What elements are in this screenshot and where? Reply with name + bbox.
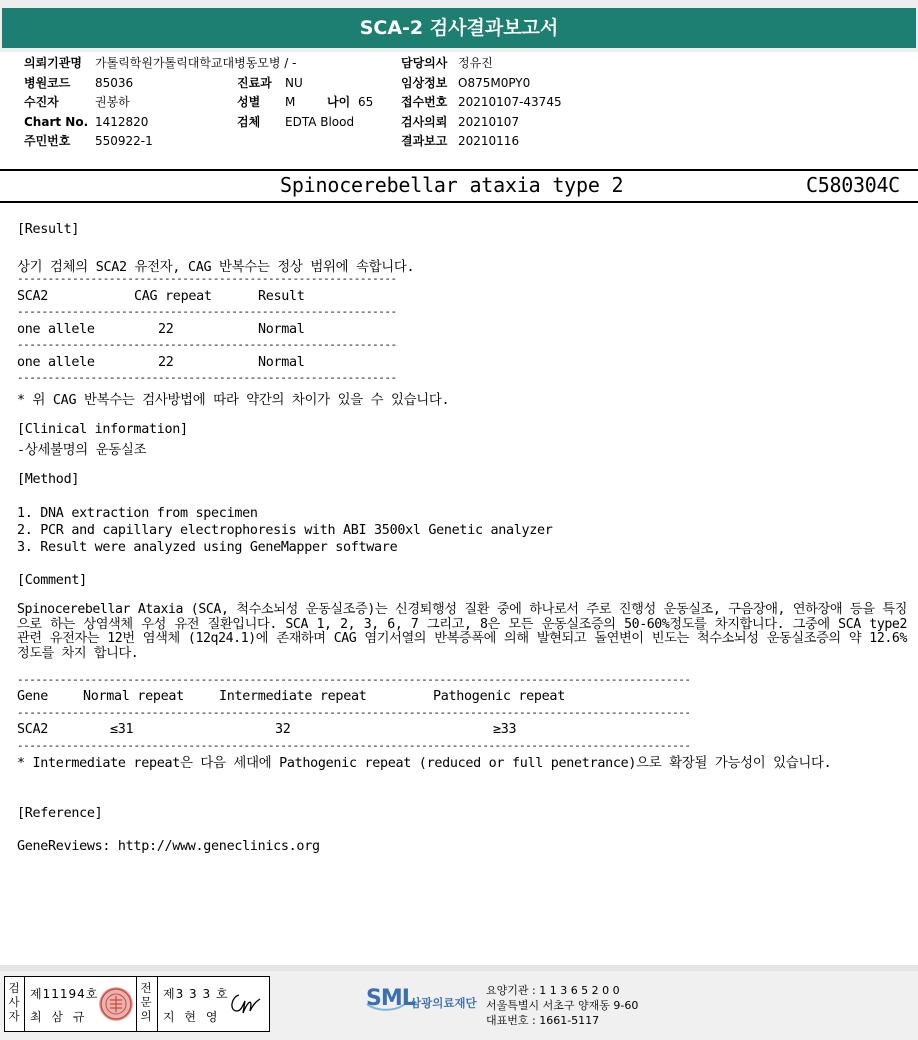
- result-row1-repeat: 22: [158, 322, 174, 337]
- comment-row-intermediate: 32: [275, 722, 291, 737]
- reference-text: GeneReviews: http://www.geneclinics.org: [17, 839, 320, 854]
- result-note: * 위 CAG 반복수는 검사방법에 따라 약간의 차이가 있을 수 있습니다.: [17, 393, 450, 408]
- sig-divider-2: [136, 977, 137, 1031]
- clinical-info-value: O875M0PY0: [458, 75, 531, 90]
- sex-value: M: [285, 95, 296, 109]
- info-mid-labels: [237, 74, 272, 133]
- comment-row-pathogenic: ≥33: [493, 722, 517, 737]
- specialist-label: [139, 981, 153, 1023]
- org-name: 삼광의료재단: [410, 996, 477, 1010]
- sex-label: 성별: [237, 95, 261, 109]
- method-heading: [Method]: [17, 472, 80, 487]
- info-right-values: [458, 54, 562, 152]
- tester-name: 최 삼 규: [30, 1010, 88, 1024]
- comment-row-normal: ≤31: [110, 722, 134, 737]
- age-block: [327, 93, 373, 113]
- doctor-label: 담당의사: [401, 56, 448, 70]
- comment-col-pathogenic: Pathogenic repeat: [433, 689, 565, 704]
- result-rule-1: --------------------------------------------------------------: [17, 272, 397, 285]
- rrn-value: 550922-1: [95, 134, 153, 148]
- specialist-label-text: 전문의: [140, 981, 152, 1023]
- department-value: NU: [285, 75, 303, 90]
- signature-box: [4, 976, 270, 1032]
- comment-col-normal: Normal repeat: [83, 689, 184, 704]
- department-label: 진료과: [237, 75, 272, 90]
- comment-paragraph: Spinocerebellar Ataxia (SCA, 척수소뇌성 운동실조증)는 신경퇴행성 질환 중에 하나로서 주로 진행성 운동실조, 구음장애, 연하장애 등을 특징으로 하는 상염색체 우성 유전 질환입니다. SCA 1, 2, 3, 6, 7 그리고, 8은 모든 운동실조증의 50-60%정도를 차지합니다. 그중에 SCA type2 관련 유전자는 12번 염색체 (12q24.1)에 존재하며 CAG 염기서열의 반복증폭에 의해 발현되고 돌연변이 빈도는 척수소뇌성 운동실조증의 약 12.6%정도를 차지 합니다.: [17, 602, 907, 662]
- request-value: 20210107: [458, 114, 520, 129]
- org-address: 서울특별시 서초구 양재동 9-60: [486, 999, 639, 1012]
- sig-divider-3: [157, 977, 158, 1031]
- org-phone: 대표번호 : 1661-5117: [486, 1014, 600, 1027]
- sml-logo-text: SML: [366, 986, 415, 1011]
- comment-col-intermediate: Intermediate repeat: [219, 689, 367, 704]
- clinical-info-label: 임상정보: [401, 75, 448, 90]
- result-summary: 상기 검체의 SCA2 유전자, CAG 반복수는 정상 범위에 속합니다.: [17, 260, 415, 275]
- hospital-code-label: 병원코드: [24, 75, 71, 90]
- specialist-number: 제3 3 3 호: [163, 987, 229, 1001]
- institution-value: 가톨릭학원가톨릭대학교대병동모병 / -: [95, 56, 297, 70]
- comment-rule-2: --------------------------------------------------------------------------------------------------------------: [17, 706, 691, 719]
- seal-icon: [99, 987, 133, 1021]
- result-col-cag: CAG repeat: [134, 289, 212, 304]
- reference-heading: [Reference]: [17, 806, 103, 821]
- age-value: 65: [358, 95, 374, 109]
- clinical-text: -상세불명의 운동실조: [17, 443, 147, 458]
- result-row1-allele: one allele: [17, 322, 95, 337]
- report-label: 결과보고: [401, 134, 448, 148]
- tester-label: [7, 981, 21, 1023]
- comment-col-gene: Gene: [17, 689, 49, 704]
- tester-label-text: 검사자: [8, 981, 20, 1023]
- org-address-block: [486, 983, 638, 1028]
- footer-top-strip: [0, 965, 918, 971]
- request-label: 검사의뢰: [401, 114, 448, 129]
- report-title: SCA-2 검사결과보고서: [2, 8, 916, 48]
- comment-row-gene: SCA2: [17, 722, 49, 737]
- test-name: Spinocerebellar ataxia type 2: [280, 173, 624, 197]
- tester-number: 제11194호: [30, 987, 99, 1001]
- test-code: C580304C: [806, 173, 900, 197]
- result-col-result: Result: [258, 289, 305, 304]
- specimen-label: 검체: [237, 114, 261, 129]
- doctor-value: 정유진: [458, 56, 493, 70]
- comment-note: * Intermediate repeat은 다음 세대에 Pathogenic repeat (reduced or full penetrance)으로 확장될 가능성이 있습니다.: [17, 756, 832, 771]
- chart-label: Chart No.: [24, 114, 89, 129]
- result-heading: [Result]: [17, 222, 80, 237]
- result-rule-2: --------------------------------------------------------------: [17, 305, 397, 318]
- method-step-2: 2. PCR and capillary electrophoresis with ABI 3500xl Genetic analyzer: [17, 523, 553, 538]
- result-row2-repeat: 22: [158, 355, 174, 370]
- sig-divider-1: [24, 977, 25, 1031]
- institution-label: 의뢰기관명: [24, 56, 82, 70]
- info-left-labels: [24, 54, 88, 152]
- patient-value: 권봉하: [95, 95, 130, 109]
- result-row2-allele: one allele: [17, 355, 95, 370]
- method-step-1: 1. DNA extraction from specimen: [17, 506, 258, 521]
- result-rule-4: --------------------------------------------------------------: [17, 371, 397, 384]
- report-value: 20210116: [458, 134, 520, 148]
- age-label: 나이: [327, 95, 351, 109]
- specimen-value: EDTA Blood: [285, 114, 355, 129]
- signature-icon: [227, 989, 263, 1019]
- rrn-label: 주민번호: [24, 134, 71, 148]
- receipt-label: 접수번호: [401, 95, 448, 109]
- info-right-labels: [401, 54, 447, 152]
- result-rule-3: --------------------------------------------------------------: [17, 338, 397, 351]
- comment-rule-1: --------------------------------------------------------------------------------------------------------------: [17, 673, 691, 686]
- result-row2-result: Normal: [258, 355, 305, 370]
- hospital-code-value: 85036: [95, 75, 134, 90]
- clinical-heading: [Clinical information]: [17, 422, 188, 437]
- result-row1-result: Normal: [258, 322, 305, 337]
- result-col-sca2: SCA2: [17, 289, 49, 304]
- chart-value: 1412820: [95, 114, 149, 129]
- tester-seal: [99, 987, 133, 1021]
- comment-rule-3: --------------------------------------------------------------------------------------------------------------: [17, 739, 691, 752]
- specialist-name: 지 현 영: [163, 1010, 221, 1024]
- comment-heading: [Comment]: [17, 573, 87, 588]
- patient-label: 수진자: [24, 95, 59, 109]
- org-code: 요양기관 : 1 1 3 6 5 2 0 0: [486, 984, 620, 997]
- method-step-3: 3. Result were analyzed using GeneMapper software: [17, 540, 398, 555]
- receipt-value: 20210107-43745: [458, 95, 562, 109]
